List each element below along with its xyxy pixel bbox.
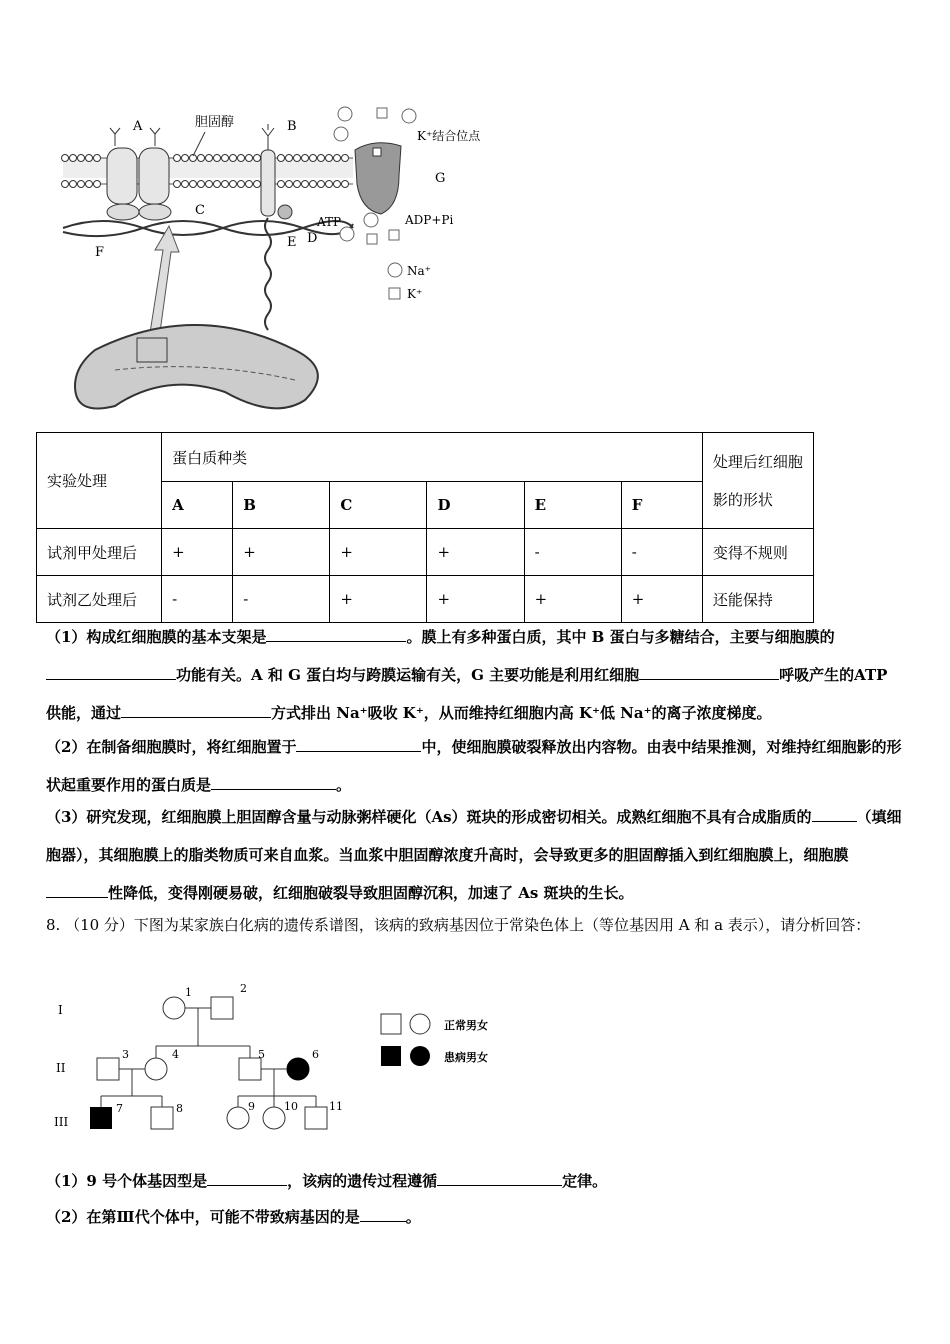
lipid-head <box>342 155 349 162</box>
q8-stem <box>46 906 906 944</box>
lipid-head <box>214 181 221 188</box>
label-f: F <box>95 245 105 260</box>
legend-normal: 正常男女 <box>444 1019 488 1032</box>
answer-blank[interactable] <box>437 1171 562 1186</box>
q8-q1-text-a: （1）9 号个体基因型是 <box>46 1172 208 1190</box>
protein-c-right <box>139 204 171 220</box>
answer-blank[interactable] <box>266 627 406 642</box>
lipid-head <box>334 155 341 162</box>
lipid-head <box>326 181 333 188</box>
lipid-head <box>174 181 181 188</box>
lipid-head <box>190 181 197 188</box>
q7-p3-text-a: （3）研究发现，红细胞膜上胆固醇含量与动脉粥样硬化（As）斑块的形成密切相关。成熟红细胞不具有合成脂质的 <box>46 808 812 826</box>
lipid-head <box>254 181 261 188</box>
lipid-head <box>238 155 245 162</box>
membrane-diagram <box>55 100 525 420</box>
num: 5 <box>258 1048 265 1061</box>
label-b: B <box>287 119 297 134</box>
num: 4 <box>172 1048 179 1061</box>
q8-q2-text-b: 。 <box>405 1208 421 1226</box>
lipid-head <box>310 155 317 162</box>
lipid-head <box>318 155 325 162</box>
lipid-head <box>214 155 221 162</box>
cell: + <box>427 576 524 623</box>
num: 9 <box>248 1100 255 1113</box>
header-shape: 处理后红细胞影的形状 <box>702 433 813 529</box>
lipid-head <box>310 181 317 188</box>
col-protein: A <box>162 482 233 529</box>
q7-p1-text-c: 功能有关。A 和 G 蛋白均与跨膜运输有关，G 主要功能是利用红细胞 <box>176 666 640 684</box>
answer-blank[interactable] <box>211 775 336 790</box>
lipid-head <box>198 181 205 188</box>
q7-part1 <box>46 618 906 732</box>
answer-blank[interactable] <box>207 1171 287 1186</box>
lipid-head <box>78 181 85 188</box>
num: 1 <box>185 986 192 999</box>
col-protein: D <box>427 482 524 529</box>
table-row <box>37 529 814 576</box>
lipid-head <box>246 155 253 162</box>
q8-stem-text: 8. （10 分）下图为某家族白化病的遗传系谱图，该病的致病基因位于常染色体上（等位基因用 A 和 a 表示），请分析回答： <box>46 916 871 934</box>
lipid-head <box>62 155 69 162</box>
lipid-head <box>86 181 93 188</box>
protein-d <box>278 205 292 219</box>
gen-label: I <box>58 1003 63 1017</box>
cell: - <box>524 529 621 576</box>
q7-p3-text-b: （填细胞器），其细胞膜上的脂类物质可来自血浆。当血浆中胆固醇浓度升高时，会导致更多的胆固醇插入到红细胞膜上，细胞膜 <box>46 808 902 864</box>
q7-p1-text-d: 呼吸产生的ATP 供能，通过 <box>46 666 888 722</box>
q8-q1-text-c: 定律。 <box>562 1172 608 1190</box>
lipid-head <box>294 155 301 162</box>
lipid-head <box>278 181 285 188</box>
lipid-head <box>230 155 237 162</box>
label-na-legend: Na⁺ <box>407 264 431 278</box>
lipid-head <box>174 155 181 162</box>
cell: + <box>427 529 524 576</box>
row-name: 试剂乙处理后 <box>37 576 162 623</box>
num: 6 <box>312 1048 319 1061</box>
num: 10 <box>284 1100 298 1113</box>
q7-part3 <box>46 798 906 912</box>
lipid-head <box>222 155 229 162</box>
cell: + <box>330 576 427 623</box>
answer-blank[interactable] <box>121 703 271 718</box>
pedigree-chart <box>40 980 560 1140</box>
lipid-head <box>206 181 213 188</box>
gen-label: III <box>54 1115 69 1129</box>
q7-p2-text-c: 。 <box>336 776 352 794</box>
num: 3 <box>122 1048 129 1061</box>
lipid-head <box>334 181 341 188</box>
q8-part1 <box>46 1170 607 1191</box>
q7-p2-text-b: 中，使细胞膜破裂释放出内容物。由表中结果推测，对维持红细胞影的形状起重要作用的蛋白质是 <box>46 738 902 794</box>
label-g: G <box>435 171 446 186</box>
q7-p1-text-b: 。膜上有多种蛋白质，其中 B 蛋白与多糖结合，主要与细胞膜的 <box>406 628 835 646</box>
label-adp: ADP+Pi <box>405 213 454 227</box>
row-name: 试剂甲处理后 <box>37 529 162 576</box>
lipid-head <box>70 155 77 162</box>
answer-blank[interactable] <box>46 883 108 898</box>
lipid-head <box>238 181 245 188</box>
col-protein: F <box>621 482 702 529</box>
lipid-head <box>198 155 205 162</box>
legend-affected: 患病男女 <box>444 1051 488 1064</box>
lipid-head <box>70 181 77 188</box>
answer-blank[interactable] <box>639 665 779 680</box>
lipid-head <box>326 155 333 162</box>
q7-p1-text-a: （1）构成红细胞膜的基本支架是 <box>46 628 267 646</box>
lipid-head <box>342 181 349 188</box>
lipid-head <box>302 181 309 188</box>
col-protein: C <box>330 482 427 529</box>
answer-blank[interactable] <box>812 807 857 822</box>
header-treatment: 实验处理 <box>37 433 162 529</box>
lipid-head <box>294 181 301 188</box>
q7-part2 <box>46 728 906 804</box>
lipid-head <box>94 181 101 188</box>
row-shape: 还能保持 <box>702 576 813 623</box>
header-protein: 蛋白质种类 <box>162 433 703 482</box>
lipid-head <box>78 155 85 162</box>
label-a: A <box>133 119 143 134</box>
q8-q1-text-b: ，该病的遗传过程遵循 <box>287 1172 438 1190</box>
protein-b <box>261 150 275 216</box>
num: 11 <box>329 1100 343 1113</box>
num: 2 <box>240 982 247 995</box>
lipid-head <box>286 155 293 162</box>
row-shape: 变得不规则 <box>702 529 813 576</box>
label-cholesterol: 胆固醇 <box>195 115 235 130</box>
label-k-legend: K⁺ <box>407 287 423 301</box>
q7-p2-text-a: （2）在制备细胞膜时，将红细胞置于 <box>46 738 297 756</box>
cell: - <box>233 576 330 623</box>
lipid-head <box>230 181 237 188</box>
label-c: C <box>195 203 205 218</box>
cell: + <box>233 529 330 576</box>
cell: + <box>162 529 233 576</box>
protein-c-left <box>107 204 139 220</box>
cell: - <box>621 529 702 576</box>
col-protein: E <box>524 482 621 529</box>
na-legend-icon <box>388 263 402 277</box>
lipid-head <box>286 181 293 188</box>
gen-label: II <box>56 1061 66 1075</box>
q8-part2 <box>46 1206 421 1227</box>
col-protein: B <box>233 482 330 529</box>
table-row <box>37 576 814 623</box>
lipid-head <box>254 155 261 162</box>
label-atp: ATP <box>317 215 342 229</box>
num: 8 <box>176 1102 183 1115</box>
cell: + <box>524 576 621 623</box>
experiment-table <box>36 432 814 623</box>
lipid-head <box>246 181 253 188</box>
lipid-head <box>222 181 229 188</box>
lipid-head <box>278 155 285 162</box>
lipid-head <box>318 181 325 188</box>
lipid-head <box>302 155 309 162</box>
label-d: D <box>307 231 318 246</box>
q8-q2-text-a: （2）在第Ⅲ代个体中，可能不带致病基因的是 <box>46 1208 360 1226</box>
cell: + <box>621 576 702 623</box>
q7-p3-text-c: 性降低，变得刚硬易破，红细胞破裂导致胆固醇沉积，加速了 As 斑块的生长。 <box>108 884 634 902</box>
lipid-head <box>206 155 213 162</box>
cell: - <box>162 576 233 623</box>
cell: + <box>330 529 427 576</box>
answer-blank[interactable] <box>46 665 176 680</box>
lipid-head <box>182 155 189 162</box>
label-k-site: K⁺结合位点 <box>417 129 481 143</box>
answer-blank[interactable] <box>296 737 421 752</box>
k-legend-icon <box>389 288 400 299</box>
lipid-head <box>94 155 101 162</box>
lipid-head <box>86 155 93 162</box>
q7-p1-text-e: 方式排出 Na⁺吸收 K⁺，从而维持红细胞内高 K⁺低 Na⁺的离子浓度梯度。 <box>271 704 772 722</box>
answer-blank[interactable] <box>360 1207 406 1222</box>
lipid-head <box>182 181 189 188</box>
lipid-head <box>62 181 69 188</box>
num: 7 <box>116 1102 123 1115</box>
label-e: E <box>287 235 297 250</box>
